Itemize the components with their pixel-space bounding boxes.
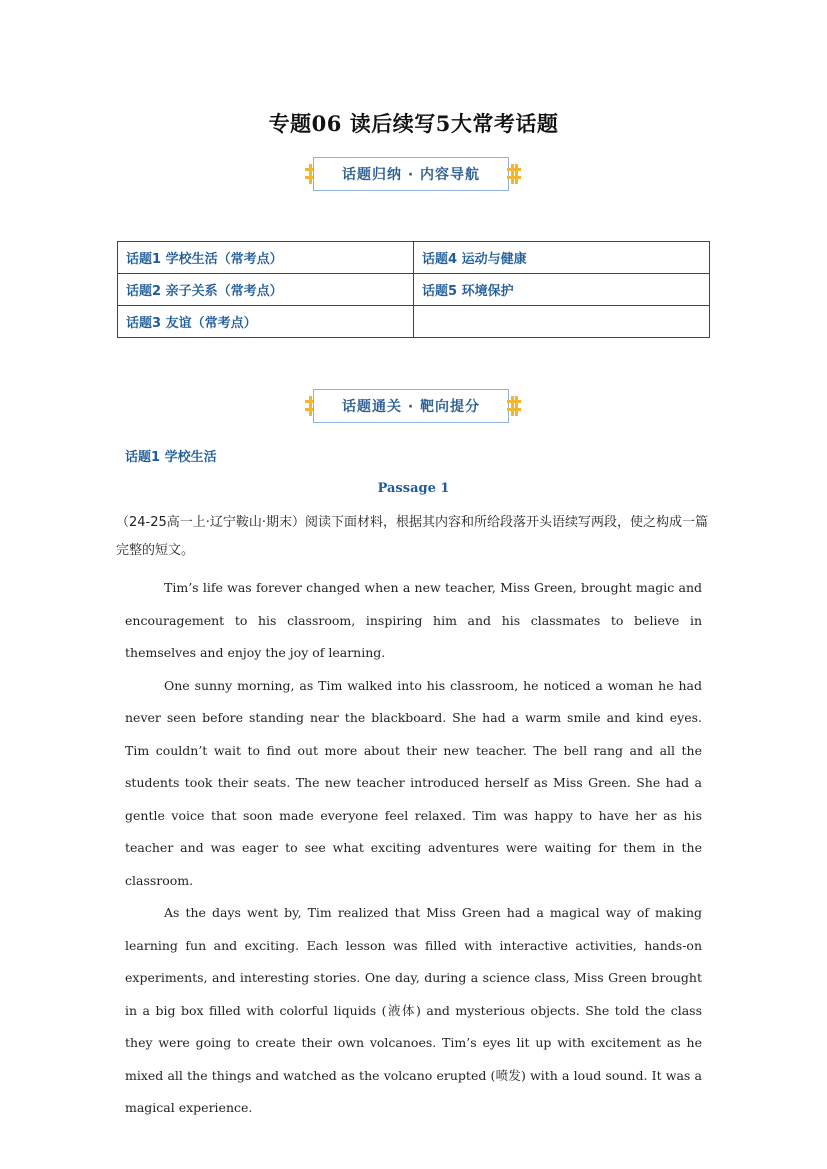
passage-title: Passage 1 <box>377 481 450 496</box>
table-row <box>118 274 710 306</box>
topic-cell: 话题4 运动与健康 <box>414 242 710 274</box>
table-row <box>118 306 710 338</box>
paragraph: As the days went by, Tim realized that Miss Green had a magical way of making learning fun and exciting. Each lesson was filled with interactive activities, hands-on experiments, and interesting stories. One day, during a science class, Miss Green brought in a big box filled with colorful liquids (液体) and mysterious objects. She told the class they were going to create their own volcanoes. Tim’s eyes lit up with excitement as he mixed all the things and watched as the volcano erupted (喷发) with a loud sound. It was a magical experience. <box>125 905 702 1115</box>
nav-banner-label: 话题归纳 · 内容导航 <box>313 157 509 191</box>
passage-body <box>125 572 702 1125</box>
instructions: （24-25高一上·辽宁鞍山·期末）阅读下面材料，根据其内容和所给段落开头语续写两段，使之构成一篇完整的短文。 <box>116 515 709 558</box>
practice-banner-label: 话题通关 · 靶向提分 <box>313 389 509 423</box>
topic-cell <box>414 306 710 338</box>
double-bar-icon <box>507 396 521 416</box>
topic-cell: 话题5 环境保护 <box>414 274 710 306</box>
practice-banner <box>305 388 521 426</box>
topic-cell: 话题2 亲子关系（常考点） <box>118 274 414 306</box>
section-heading: 话题1 学校生活 <box>125 450 217 465</box>
double-bar-icon <box>507 164 521 184</box>
page-title: 专题06 读后续写5大常考话题 <box>268 111 559 136</box>
paragraph: One sunny morning, as Tim walked into his classroom, he noticed a woman he had never seen before standing near the blackboard. She had a warm smile and kind eyes. Tim couldn’t wait to find out more about their new teacher. The bell rang and all the students took their seats. The new teacher introduced herself as Miss Green. She had a gentle voice that soon made everyone feel relaxed. Tim was happy to have her as his teacher and was eager to see what exciting adventures were waiting for them in the classroom. <box>125 677 702 888</box>
topic-cell: 话题1 学校生活（常考点） <box>118 242 414 274</box>
paragraph: Tim’s life was forever changed when a new teacher, Miss Green, brought magic and encouragement to his classroom, inspiring him and his classmates to believe in themselves and enjoy the joy of learning. <box>125 580 702 660</box>
topic-table <box>117 241 710 338</box>
topic-cell: 话题3 友谊（常考点） <box>118 306 414 338</box>
nav-banner <box>305 156 521 194</box>
table-row <box>118 242 710 274</box>
